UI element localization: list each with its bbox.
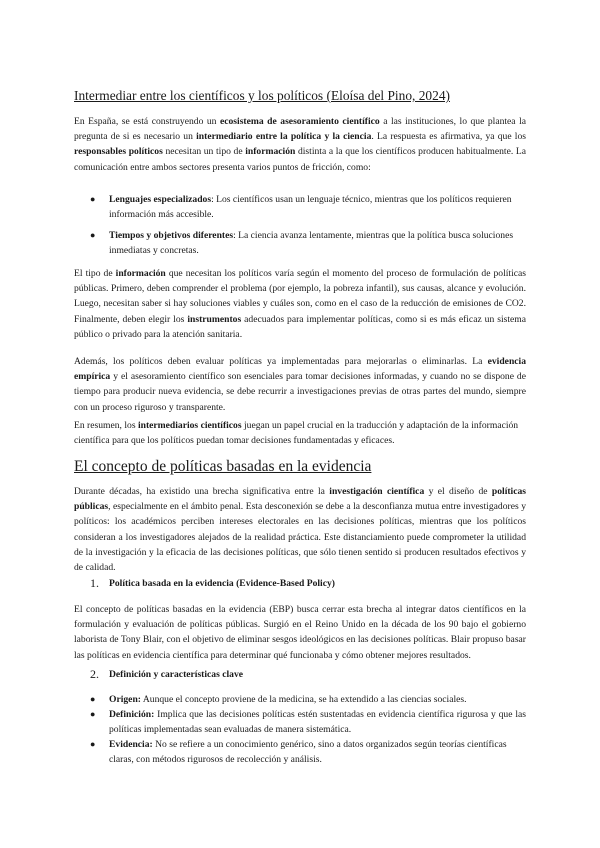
bold-text: información — [245, 146, 296, 158]
list-item — [109, 192, 526, 222]
paragraph — [74, 484, 526, 575]
bold-text: investigación científica — [329, 486, 425, 497]
bold-text: Tiempos y objetivos diferentes — [109, 230, 234, 241]
bold-text: Lenguajes especializados — [109, 194, 212, 205]
bold-text: intermediario entre la política y la ciencia — [196, 131, 372, 143]
paragraph — [74, 266, 526, 342]
text-run: que necesitan los políticos varía según el momento del proceso de formulación de políticas públicas. Primero, deben comprender el problema (por ejemplo, la pobreza infantil), sus causas, alcance y evolución. Luego, necesitan saber si hay soluciones viables y cuáles son, como en el caso de la reducción de emisiones de CO2. Finalmente, deben elegir los — [74, 268, 526, 325]
bullet-icon: ● — [90, 230, 96, 240]
list-item — [109, 737, 526, 767]
text-run: , especialmente en el ámbito penal. Esta desconexión se debe a la desconfianza mutua entre investigadores y políticos: los académicos perciben intereses electorales en las decisiones políticas, mientras que los políticos consideran a los investigadores alejados de la realidad práctica. Este distanciamiento puede comprometer la utilidad de la investigación y la eficacia de las decisiones políticas, que sólo tienen sentido si producen resultados efectivos y de calidad. — [74, 501, 526, 574]
bold-text: intermediarios científicos — [137, 420, 242, 431]
text-run: a las instituciones, lo que plantea la pregunta de si es necesario un — [74, 116, 526, 143]
paragraph — [74, 354, 526, 415]
paragraph — [74, 602, 526, 663]
bold-text: Evidencia: — [109, 739, 153, 750]
text-run: En España, se está construyendo un — [74, 116, 220, 127]
bullet-icon: ● — [90, 194, 96, 204]
bold-text: Origen: — [109, 694, 141, 705]
list-item — [109, 228, 526, 258]
bold-text: evidencia empírica — [74, 356, 526, 383]
text-run: . La respuesta es afirmativa, ya que los — [371, 131, 527, 143]
text-run: El concepto de políticas basadas en la evidencia (EBP) busca cerrar esta brecha al integrar datos científicos en la formulación y evaluación de políticas públicas. Surgió en el Reino Unido en la década de los 90 bajo el gobierno laborista de Tony Blair, con el objetivo de eliminar sesgos ideológicos en las decisiones políticas. Blair propuso basar las políticas en evidencia científica para determinar qué funcionaba y cómo obtener mejores resultados. — [74, 604, 526, 661]
bold-text: responsables políticos — [74, 146, 163, 158]
bold-text: Definición: — [109, 709, 155, 720]
list-item — [109, 707, 526, 737]
text-run: Aunque el concepto proviene de la medicina, se ha extendido a las ciencias sociales. — [140, 694, 467, 705]
text-run: Además, los políticos deben evaluar políticas ya implementadas para mejorarlas o eliminarlas. La — [74, 356, 488, 367]
bullet-icon: ● — [90, 694, 96, 704]
text-run: El tipo de — [74, 268, 116, 279]
numbered-heading: Política basada en la evidencia (Evidence-Based Policy) — [109, 578, 335, 589]
numbered-heading-number: 2. — [90, 667, 99, 681]
bold-text: información — [115, 268, 166, 279]
numbered-heading-number: 1. — [90, 576, 99, 590]
text-run: juegan un papel crucial en la traducción y adaptación de la información científica para que los políticos puedan tomar decisiones fundamentadas y eficaces. — [74, 420, 519, 447]
paragraph — [74, 114, 526, 175]
list-item — [109, 692, 526, 707]
numbered-heading: Definición y características clave — [109, 669, 243, 680]
text-run: adecuados para implementar políticas, como si es más eficaz un sistema público o privado para la atención sanitaria. — [74, 313, 526, 340]
text-run: : Los científicos usan un lenguaje técnico, mientras que los políticos requieren información más accesible. — [109, 194, 512, 221]
bullet-icon: ● — [90, 739, 96, 749]
bold-text: ecosistema de asesoramiento científico — [219, 116, 380, 127]
text-run: y el asesoramiento científico son esenciales para tomar decisiones informadas, y cuando no se dispone de tiempo para producir nueva evidencia, se debe recurrir a investigaciones previas de otras partes del mundo, siempre con un proceso riguroso y transparente. — [74, 371, 526, 413]
text-run: En resumen, los — [74, 420, 138, 431]
section-title-intermediar: Intermediar entre los científicos y los políticos (Eloísa del Pino, 2024) — [74, 88, 450, 103]
text-run: y el diseño de — [424, 486, 492, 497]
bold-text: políticas públicas — [74, 486, 527, 513]
text-run: No se refiere a un conocimiento genérico, sino a datos organizados según teorías científicas claras, con métodos rigurosos de recolección y análisis. — [109, 739, 507, 766]
text-run: Implica que las decisiones políticas estén sustentadas en evidencia científica rigurosa y que las políticas implementadas sean evaluadas de manera sistemática. — [109, 709, 526, 736]
paragraph — [74, 418, 526, 448]
text-run: : La ciencia avanza lentamente, mientras que la política busca soluciones inmediatas y concretas. — [109, 230, 514, 257]
bold-text: instrumentos — [187, 313, 242, 325]
text-run: distinta a la que los científicos producen habitualmente. La comunicación entre ambos sectores presenta varios puntos de fricción, como: — [74, 146, 527, 173]
bullet-icon: ● — [90, 709, 96, 719]
section-title-politicas-evidencia: El concepto de políticas basadas en la evidencia — [74, 458, 372, 475]
text-run: Durante décadas, ha existido una brecha significativa entre la — [74, 486, 330, 497]
text-run: necesitan un tipo de — [162, 146, 246, 158]
